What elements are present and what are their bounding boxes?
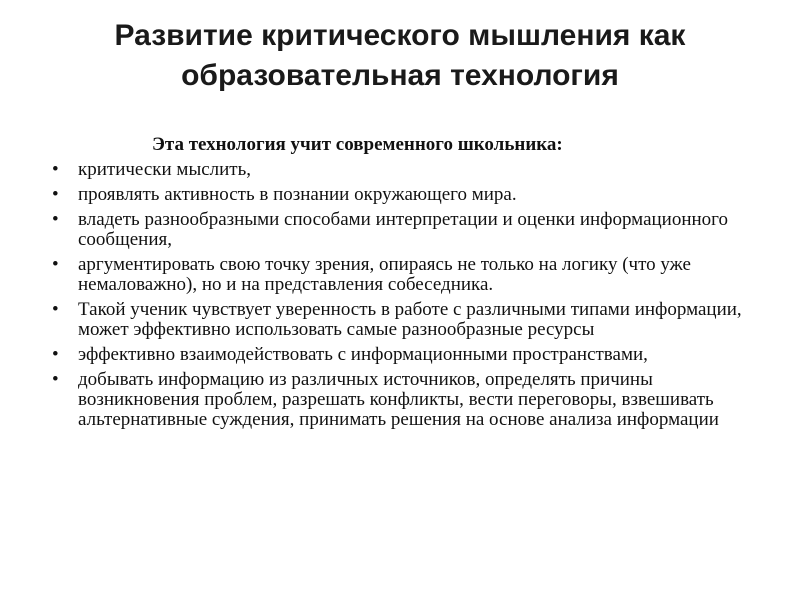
bullet-icon: • (52, 299, 59, 320)
bullet-text: проявлять активность в познании окружающего мира. (78, 184, 517, 205)
bullet-item (52, 185, 772, 205)
bullet-icon: • (52, 344, 59, 365)
bullet-icon: • (52, 369, 59, 390)
slide-title-line-2: образовательная технология (181, 59, 619, 92)
bullet-icon: • (52, 159, 59, 180)
bullet-icon: • (52, 209, 59, 230)
bullet-text: Такой ученик чувствует уверенность в работе с различными типами информации, может эффективно использовать самые разнообразные ресурсы (78, 299, 742, 340)
bullet-text: добывать информацию из различных источников, определять причины возникновения проблем, разрешать конфликты, вести переговоры, взвешивать альтернативные суждения, принимать решения на основе анализа информации (78, 369, 719, 430)
bullet-item (52, 345, 772, 365)
bullet-text: критически мыслить, (78, 159, 252, 180)
bullet-text: эффективно взаимодействовать с информационными пространствами, (78, 344, 648, 365)
slide-body (52, 134, 772, 435)
bullet-item (52, 370, 772, 430)
slide-title (40, 16, 760, 96)
bullet-text: аргументировать свою точку зрения, опираясь не только на логику (что уже немаловажно), но и на представления собеседника. (78, 254, 691, 295)
bullet-text: владеть разнообразными способами интерпретации и оценки информационного сообщения, (78, 209, 728, 250)
bullet-list (52, 160, 772, 430)
bullet-item (52, 210, 772, 250)
slide-title-line-1: Развитие критического мышления как (114, 19, 686, 52)
intro-text: Эта технология учит современного школьника: (152, 134, 563, 155)
bullet-icon: • (52, 184, 59, 205)
bullet-item (52, 300, 772, 340)
bullet-item (52, 255, 772, 295)
bullet-icon: • (52, 254, 59, 275)
bullet-item (52, 160, 772, 180)
